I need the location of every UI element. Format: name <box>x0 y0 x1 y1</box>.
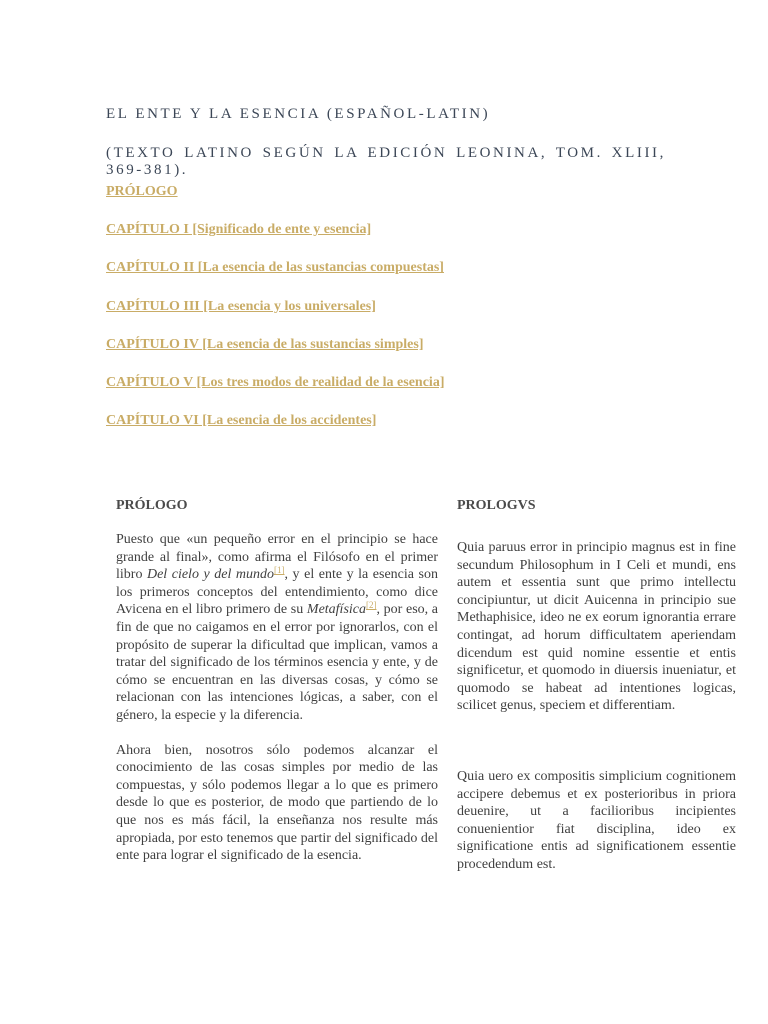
text-segment: Puesto que «un pequeño error en el principio se hace grande al final», como afirma el Filósofo en el primer libro <box>116 532 438 583</box>
spanish-heading: PRÓLOGO <box>116 498 188 513</box>
latin-paragraph-1: Quia paruus error in principio magnus est in fine secundum Philosophum in I Celi et mundi, ens autem et essentia sunt que primo intellectu concipiuntur, ut dicit Auicenna in principio sue Methaphisice, ideo ne ex eorum ignorantia errare contingat, ad horum difficultatem aperiendam dicendum est quid nomine essentie et entis significetur, et quomodo in diuersis inueniatur, et quomodo se habeat ad intentiones logicas, scilicet genus, speciem et differentiam. <box>457 540 736 714</box>
table-of-contents <box>106 183 444 450</box>
toc-item <box>106 221 444 259</box>
latin-column <box>457 496 736 874</box>
document-subtitle: (TEXTO LATINO SEGÚN LA EDICIÓN LEONINA, TOM. XLIII, 369-381). <box>106 145 666 178</box>
spanish-paragraph-2: Ahora bien, nosotros sólo podemos alcanzar el conocimiento de las cosas simples por medio de las compuestas, y sólo podemos llegar a lo que es primero desde lo que es posterior, de modo que partiendo de lo que nos es más fácil, la enseñanza nos resulte más apropiada, por esto tenemos que partir del significado del ente para lograr el significado de la esencia. <box>116 742 438 864</box>
toc-item <box>106 412 444 450</box>
latin-heading: PROLOGVS <box>457 498 536 513</box>
text-segment: , y el ente y la esencia son los primeros conceptos del entendimiento, como dice Avicena en el libro primero de su <box>116 567 438 618</box>
text-segment: , por eso, a fin de que no caigamos en el error por ignorarlos, con el propósito de superar la dificultad que implican, vamos a tratar del significado de los términos esencia y ente, y de cómo se encuentran en las diversas cosas, y cómo se relacionan con las intenciones lógicas, a saber, con el género, la especie y la diferencia. <box>116 602 439 723</box>
toc-link-capitulo-1[interactable]: CAPÍTULO I [Significado de ente y esencia] <box>106 222 372 238</box>
toc-item <box>106 298 444 336</box>
spanish-paragraph-1 <box>116 531 438 725</box>
toc-item <box>106 374 444 412</box>
document-title: EL ENTE Y LA ESENCIA (ESPAÑOL-LATIN) <box>106 106 491 122</box>
footnote-link-1[interactable]: [1] <box>274 565 285 576</box>
toc-link-capitulo-4[interactable]: CAPÍTULO IV [La esencia de las sustancias simples] <box>106 336 424 352</box>
toc-item <box>106 336 444 374</box>
latin-paragraph-2: Quia uero ex compositis simplicium cognitionem accipere debemus et ex posterioribus in priora deuenire, ut a facilioribus incipientes conuenientior fiat disciplina, ideo ex significatione entis ad significationem essentie procedendum est. <box>457 768 736 872</box>
toc-link-capitulo-3[interactable]: CAPÍTULO III [La esencia y los universales] <box>106 298 376 314</box>
work-title-metafisica: Metafísica <box>306 602 367 618</box>
toc-link-capitulo-2[interactable]: CAPÍTULO II [La esencia de las sustancias compuestas] <box>106 260 444 276</box>
toc-link-capitulo-6[interactable]: CAPÍTULO VI [La esencia de los accidentes] <box>106 413 377 429</box>
toc-link-prologo[interactable]: PRÓLOGO <box>106 184 178 199</box>
toc-link-capitulo-5[interactable]: CAPÍTULO V [Los tres modos de realidad de la esencia] <box>106 374 445 390</box>
work-title-del-cielo: Del cielo y del mundo <box>146 567 275 583</box>
toc-item <box>106 183 444 221</box>
toc-item <box>106 259 444 297</box>
footnote-link-2[interactable]: [2] <box>366 600 377 611</box>
spanish-column <box>116 496 438 865</box>
